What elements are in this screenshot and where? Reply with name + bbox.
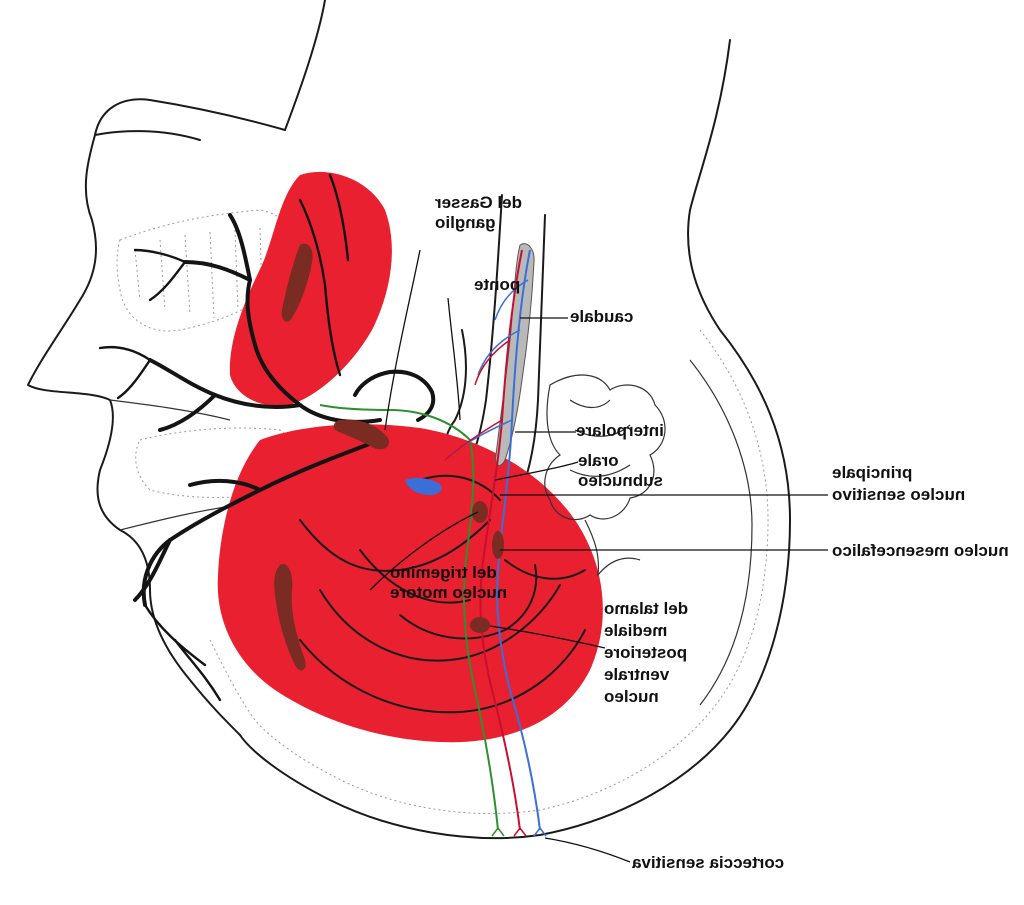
- mesencefalico-dot: [492, 531, 504, 559]
- nucleo-motore-dot: [472, 501, 488, 523]
- dermatome-upper: [230, 172, 392, 406]
- label-principale: principale: [832, 463, 913, 482]
- label-nucleo-mesencefalico: nucleo mesencefalico: [832, 541, 1009, 560]
- dermatome-fields: [218, 172, 603, 742]
- label-orale: orale: [578, 451, 619, 470]
- label-ponte: ponte: [474, 275, 521, 294]
- label-nucleo: nucleo: [604, 687, 659, 706]
- label-ganglio: ganglio: [435, 213, 496, 232]
- label-caudale: caudale: [570, 307, 634, 326]
- label-corteccia-sensitiva: corteccia sensitiva: [632, 853, 785, 872]
- label-del-talamo: del talamo: [604, 599, 689, 618]
- label-subnucleo: subnucleo: [578, 471, 664, 490]
- label-interpolare: interpolare: [576, 421, 664, 440]
- label-mediale: mediale: [604, 621, 668, 640]
- label-nucleo-motore: nucleo motore: [390, 583, 508, 602]
- talamo-dot: [470, 617, 490, 633]
- leader-ponte: [448, 298, 460, 420]
- label-ventrale: ventrale: [604, 665, 670, 684]
- label-del-trigemino: del trigemino: [390, 563, 497, 582]
- label-posteriore: posteriore: [604, 643, 688, 662]
- label-nucleo-sensitivo: nucleo sensitivo: [832, 485, 966, 504]
- label-del-gasser: del Gasser: [435, 193, 522, 212]
- leader-corteccia: [545, 838, 630, 862]
- leader-ganglio: [385, 250, 420, 430]
